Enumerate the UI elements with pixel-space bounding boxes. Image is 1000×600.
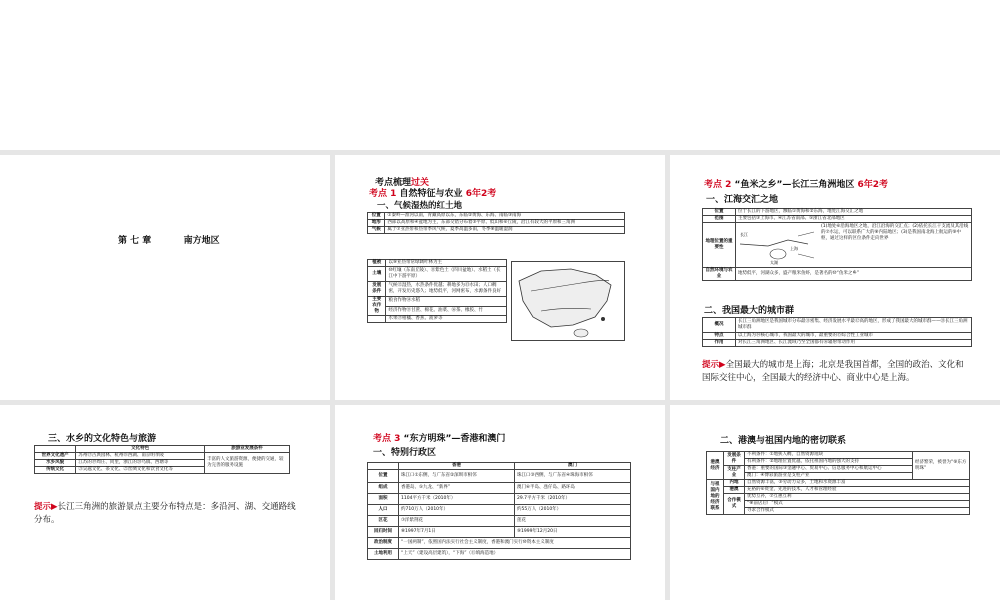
table-row: 与祖国内地的经济联系 内地 自然资源丰富，⑤劳动力众多，土地和水资源丰富 (707, 480, 970, 487)
table-row: 政治制度 “一国两制”，依照国内法实行社会主义制度，香港和澳门实行⑩资本主义制度 (368, 538, 631, 549)
links-table (706, 451, 970, 515)
table-row: 传统文化 ㉑吴越文化、茶文化、㉒丝绸文化和饮食文化等 (35, 467, 290, 474)
table-row: 发展条件 气候⑫湿热，水热条件优越；耕地多为⑬水田；人口稠密，开发历史悠久；地势低平，河网密布，水源条件良好 (368, 282, 507, 297)
chapter-number: 第 七 章 (118, 236, 152, 246)
table-row: 港澳 充裕的⑥资金，先进的技术，人才和管理经验 (707, 487, 970, 494)
kp3-heading: 考点 3 “东方明珠”—香港和澳门 (373, 434, 506, 444)
kp1-section: 一、气候湿热的红土地 (377, 201, 463, 211)
kp1-slide (335, 155, 665, 400)
table-row: 水乡风貌 江苏的⑲周庄、同里，浙江的⑳乌镇、西塘等 (35, 460, 290, 467)
table-row: 特点 以上海为⑭核心城市，我国最大的城市，最重要的⑮综合性工业城市 (703, 333, 972, 340)
table-row: 自然环境与农业 地势低平，河湖众多，盛产粮米鱼虾，是著名的⑩“鱼米之乡” (703, 268, 972, 281)
map-label: 上海 (790, 246, 798, 251)
kp3-slide (335, 405, 665, 600)
links-section: 二、港澳与祖国内地的密切联系 (720, 436, 847, 446)
map-label: 长江 (740, 232, 748, 237)
table-row: 植被 以⑨亚热带常绿阔叶林为主 (368, 260, 507, 267)
table-row: 支柱产业 香港：重要的国际③金融中心、贸易中心、信息服务中心和航运中心 (707, 466, 970, 473)
chapter-title: 南方地区 (183, 236, 220, 246)
kp1-table-a (367, 212, 625, 234)
kp1-table-b (367, 259, 507, 323)
kp2-table-b (702, 317, 972, 347)
kp2-slide (670, 155, 1000, 400)
table-row: 文化特色 旅游业发展条件 (35, 446, 290, 453)
kp2-section-1: 一、江海交汇之地 (706, 195, 779, 205)
table-row: 概况 长江三角洲地区是我国城市分布最⑪密集、经济发展水平最⑫高的地区，形成了我国最大的城市群——⑬长江三角洲城市群 (703, 318, 972, 333)
table-row: 区花 ⑦洋紫荆花 莲花 (368, 516, 631, 527)
table-row: 气候 属于⑦亚热带和热带季风气候，夏季高温多雨，冬季⑧温暖湿润 (368, 227, 625, 234)
kp3-section: 一、特别行政区 (373, 448, 437, 458)
table-row: 主要农作物 粮食作物⑭水稻 (368, 297, 507, 307)
table-row: 地形 西部以高原和④盆地为主，东部交错分布着⑤平原、低山和⑥丘陵，沿江有较大的平原和三角洲 (368, 220, 625, 227)
map-label: 太湖 (770, 260, 778, 265)
culture-tip: 提示▶长江三角洲的旅游景点主要分布特点是：多沿河、湖、交通路线分布。 (34, 502, 296, 525)
culture-table (34, 445, 290, 474)
table-row: 土地利用 “上天”（建设高层建筑），“下海”（⑪填海造地） (368, 549, 631, 560)
table-row: 经济作物⑮甘蔗、棉花、油菜、⑯茶、橡胶、竹 (368, 306, 507, 316)
culture-slide (0, 405, 330, 600)
table-row: 港澳经济 发展条件 不利条件：①地狭人稠，自然资源短缺 经济繁荣，被誉为“⑨东方明珠” (707, 452, 970, 459)
table-row: 作用 对长江三角洲地区、长江流域乃至全国都有⑯辐射带动作用 (703, 340, 972, 347)
table-row: 组成 香港岛、⑤九龙、“新界” 澳门⑥半岛、氹仔岛、路环岛 (368, 483, 631, 494)
culture-section: 三、水乡的文化特色与旅游 (48, 434, 157, 444)
table-row: “⑧前店后厂”模式 (707, 501, 970, 508)
table-row: 位置 位于长江的下游地区，濒临①黄海和②东海，地处江海交汇之地 (703, 209, 972, 216)
links-slide (670, 405, 1000, 600)
table-row: 合作模式 优势互补，⑦互惠互利 (707, 494, 970, 501)
kp2-section-2: 二、我国最大的城市群 (704, 306, 795, 316)
table-row: 面积 1104平方千米（2010年） 29.7平方千米（2010年） (368, 494, 631, 505)
chapter-title-slide (0, 155, 330, 400)
kp2-table-a (702, 208, 972, 281)
table-row: 寻求合作模式 (707, 508, 970, 515)
table-row: 位置 ①秦岭—淮河以南，青藏高原以东，东临②黄海、东海、南临③南海 (368, 213, 625, 220)
kp1-heading: 考点 1 自然特征与农业 6年2考 (369, 189, 497, 199)
table-row: 范围 主要包括③上海市、④江苏省南部、⑤浙江省北部地区 (703, 216, 972, 223)
table-row: 澳门：④博彩旅游业是支柱产业 (707, 473, 970, 480)
review-heading: 考点梳理过关 (375, 178, 430, 188)
hk-macao-table (367, 462, 631, 560)
kp2-heading: 考点 2 “鱼米之乡”—长江三角洲地区 6年2考 (704, 180, 889, 190)
table-row: 位置 珠江口①东侧，与广东省②深圳市相邻 珠江口③西侧，与广东省④珠海市相邻 (368, 470, 631, 483)
table-row: 地理位置的重要性 长江 太湖 上海 (1)地处⑥沿海地区之地，沿江沿海的交汇点；(2)依托长江干支流及其沿线的⑦水运，可以联系广大的⑧内陆地区；(3)是我国南北海上航运的⑨中枢，通过这样的区位条件走向世界 (703, 223, 972, 268)
table-row: 世界文化遗产 苏州⑰古典园林、杭州⑱西湖、南京明孝陵 丰富的人文旅游资源，便捷的交通，较为完善的服务设施 (35, 453, 290, 460)
table-row: 水果⑰柑橘、香蕉、菠萝等 (368, 316, 507, 323)
table-row: 有利条件：②地理位置优越，依托祖国内地的强大的支持 (707, 459, 970, 466)
south-china-map (511, 261, 625, 341)
table-row: 回归时间 ⑧1997年7月1日 ⑨1999年12月20日 (368, 527, 631, 538)
table-row: 土壤 ⑩红壤（东南丘陵）、⑪紫色土（四川盆地）、水稻土（长江中下游平原） (368, 267, 507, 282)
yangtze-delta-map (738, 224, 818, 266)
kp2-tip: 提示▶全国最大的城市是上海；北京是我国首都，全国的政治、文化和国际交往中心，全国最大的经济中心、商业中心是上海。 (702, 360, 964, 383)
table-row: 香港 澳门 (368, 463, 631, 470)
top-blank-slide (0, 0, 1000, 150)
table-row: 人口 约710万人（2010年） 约55万人（2010年） (368, 505, 631, 516)
